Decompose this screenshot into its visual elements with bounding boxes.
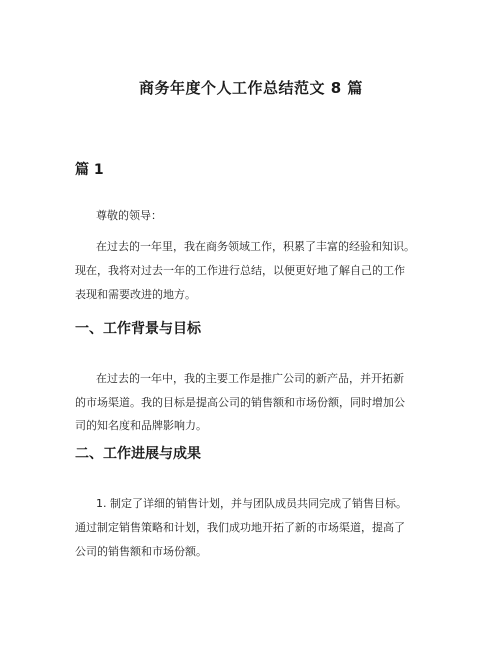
section2-line-2: 通过制定销售策略和计划，我们成功地开拓了新的市场渠道，提高了 bbox=[75, 521, 405, 534]
document-title: 商务年度个人工作总结范文 8 篇 bbox=[139, 79, 363, 97]
section1-line-2: 的市场渠道。我的目标是提高公司的销售额和市场份额，同时增加公 bbox=[75, 396, 405, 409]
section2-line-1: 1. 制定了详细的销售计划，并与团队成员共同完成了销售目标。 bbox=[96, 497, 407, 510]
intro-line-1: 在过去的一年里，我在商务领域工作，积累了丰富的经验和知识。 bbox=[96, 240, 415, 253]
section1-line-3: 司的知名度和品牌影响力。 bbox=[75, 419, 207, 432]
intro-line-2: 现在，我将对过去一年的工作进行总结，以便更好地了解自己的工作 bbox=[75, 264, 405, 277]
salutation: 尊敬的领导： bbox=[96, 209, 162, 222]
section-heading-progress: 二、工作进展与成果 bbox=[75, 446, 201, 462]
chapter-heading: 篇 1 bbox=[75, 162, 104, 178]
section-heading-background: 一、工作背景与目标 bbox=[75, 321, 201, 337]
section2-line-3: 公司的销售额和市场份额。 bbox=[75, 545, 207, 558]
intro-line-3: 表现和需要改进的地方。 bbox=[75, 288, 196, 301]
section1-line-1: 在过去的一年中，我的主要工作是推广公司的新产品，并开拓新 bbox=[96, 372, 404, 385]
